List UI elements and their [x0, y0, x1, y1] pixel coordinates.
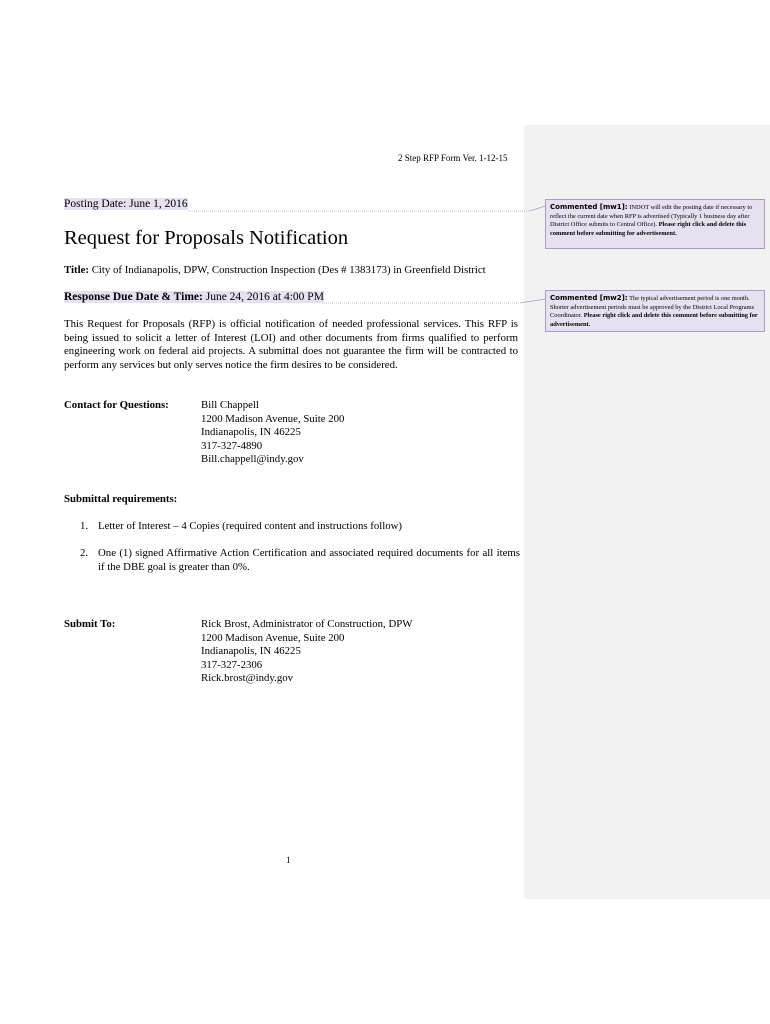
- submit-to-address-block: [201, 618, 412, 686]
- contact-email: Bill.chappell@indy.gov: [201, 453, 304, 466]
- contact-city: Indianapolis, IN 46225: [201, 426, 301, 439]
- intro-paragraph: This Request for Proposals (RFP) is official notification of needed professional services. This RFP is being issued to solicit a letter of Interest (LOI) and other documents from firms qualified to perform engineering work on federal aid projects. A submittal does not guarantee the firm will be contracted to perform any services but only serves notice the firm desires to be considered.: [64, 318, 518, 371]
- requirements-label: Submittal requirements:: [64, 493, 178, 505]
- list-item-text: Letter of Interest – 4 Copies (required content and instructions follow): [98, 520, 403, 532]
- page-title: Request for Proposals Notification: [64, 227, 349, 249]
- comment-balloon-mw1[interactable]: [545, 199, 765, 249]
- response-due-line[interactable]: [64, 291, 324, 303]
- contact-phone: 317-327-4890: [201, 439, 263, 452]
- comment-text: The typical advertisement period is one month. Shorter advertisement periods must be approved by the District Local Programs Coordinator.: [550, 295, 755, 320]
- list-item: [80, 520, 520, 534]
- title-value: City of Indianapolis, DPW, Construction Inspection (Des # 1383173) in Greenfield District: [91, 264, 486, 276]
- submit-to-phone: 317-327-2306: [201, 658, 263, 671]
- due-label: Response Due Date & Time:: [64, 291, 203, 303]
- contact-label: Contact for Questions:: [64, 399, 169, 411]
- comment-label: Commented [mw1]:: [550, 203, 628, 211]
- submit-to-name: Rick Brost, Administrator of Construction, DPW: [201, 618, 413, 630]
- page-number: 1: [286, 855, 291, 865]
- comment-text: INDOT will edit the posting date if necessary to reflect the current date when RFP is advertised (Typically 1 business day after District Office submits to Central Office).: [550, 204, 753, 229]
- due-value: June 24, 2016 at 4:00 PM: [205, 291, 324, 303]
- list-item-number: 1.: [80, 520, 89, 532]
- list-item-number: 2.: [80, 547, 89, 559]
- list-item-text: One (1) signed Affirmative Action Certification and associated required documents for all items if the DBE goal is greater than 0%.: [98, 547, 520, 573]
- contact-name: Bill Chappell: [201, 399, 259, 411]
- title-label: Title:: [64, 264, 89, 276]
- comment-balloon-mw2[interactable]: [545, 290, 765, 332]
- contact-address-block: [201, 399, 344, 467]
- contact-street: 1200 Madison Avenue, Suite 200: [201, 412, 345, 425]
- form-version-header: 2 Step RFP Form Ver. 1-12-15: [398, 153, 508, 163]
- comment-bold-text: Please right click and delete this comment before submitting for advertisement.: [550, 221, 747, 237]
- submit-to-label: Submit To:: [64, 618, 116, 630]
- project-title-line: [64, 264, 486, 276]
- comment-bold-text: Please right click and delete this comment before submitting for advertisement.: [550, 312, 758, 328]
- list-item: [80, 547, 520, 574]
- submit-to-street: 1200 Madison Avenue, Suite 200: [201, 631, 345, 644]
- comment-label: Commented [mw2]:: [550, 294, 628, 302]
- submit-to-city: Indianapolis, IN 46225: [201, 645, 301, 658]
- posting-date[interactable]: Posting Date: June 1, 2016: [64, 198, 188, 210]
- submit-to-email: Rick.brost@indy.gov: [201, 672, 294, 685]
